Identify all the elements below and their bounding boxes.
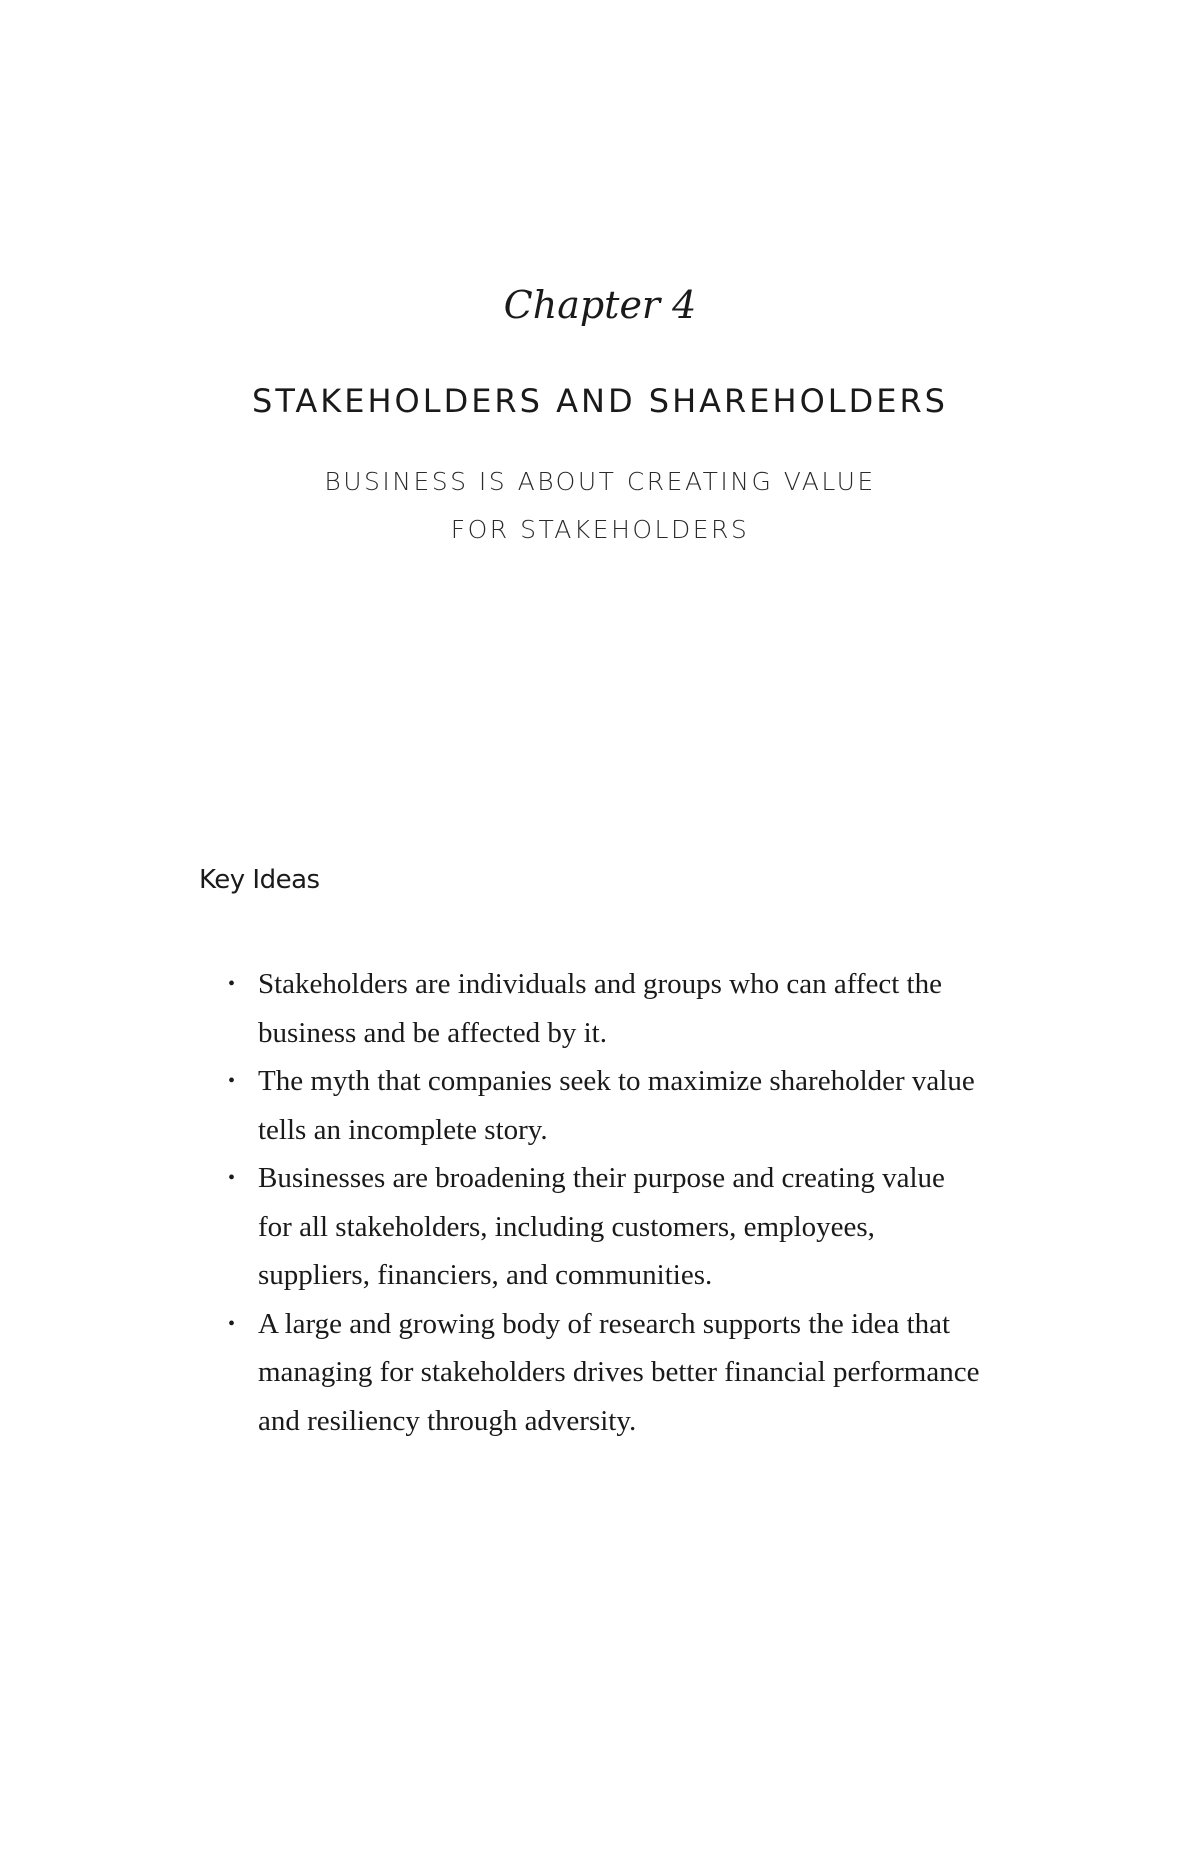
list-item	[220, 1057, 980, 1154]
key-ideas-list	[220, 960, 980, 1445]
chapter-subtitle-line: FOR STAKEHOLDERS	[450, 515, 750, 544]
chapter-subtitle	[0, 458, 1200, 554]
list-item	[220, 1300, 980, 1446]
chapter-title: STAKEHOLDERS AND SHAREHOLDERS	[252, 382, 948, 420]
bullet-icon: •	[228, 1167, 236, 1189]
bullet-icon: •	[228, 1070, 236, 1092]
bullet-icon: •	[228, 973, 236, 995]
key-ideas-heading: Key Ideas	[199, 865, 320, 895]
list-item	[220, 1154, 980, 1300]
bullet-icon: •	[228, 1312, 236, 1335]
list-item-text: The myth that companies seek to maximize shareholder value tells an incomplete story.	[258, 1065, 975, 1146]
list-item-text: Businesses are broadening their purpose and creating value for all stakeholders, including customers, employees, suppliers, financiers, and communities.	[258, 1162, 945, 1291]
list-item-text: Stakeholders are individuals and groups who can affect the business and be affected by it.	[258, 968, 942, 1049]
list-item	[220, 960, 980, 1057]
list-item-text: A large and growing body of research supports the idea that managing for stakeholders drives better financial performance and resiliency through adversity.	[258, 1307, 980, 1437]
chapter-number: Chapter 4	[503, 283, 697, 327]
chapter-subtitle-line: BUSINESS IS ABOUT CREATING VALUE	[324, 467, 876, 496]
